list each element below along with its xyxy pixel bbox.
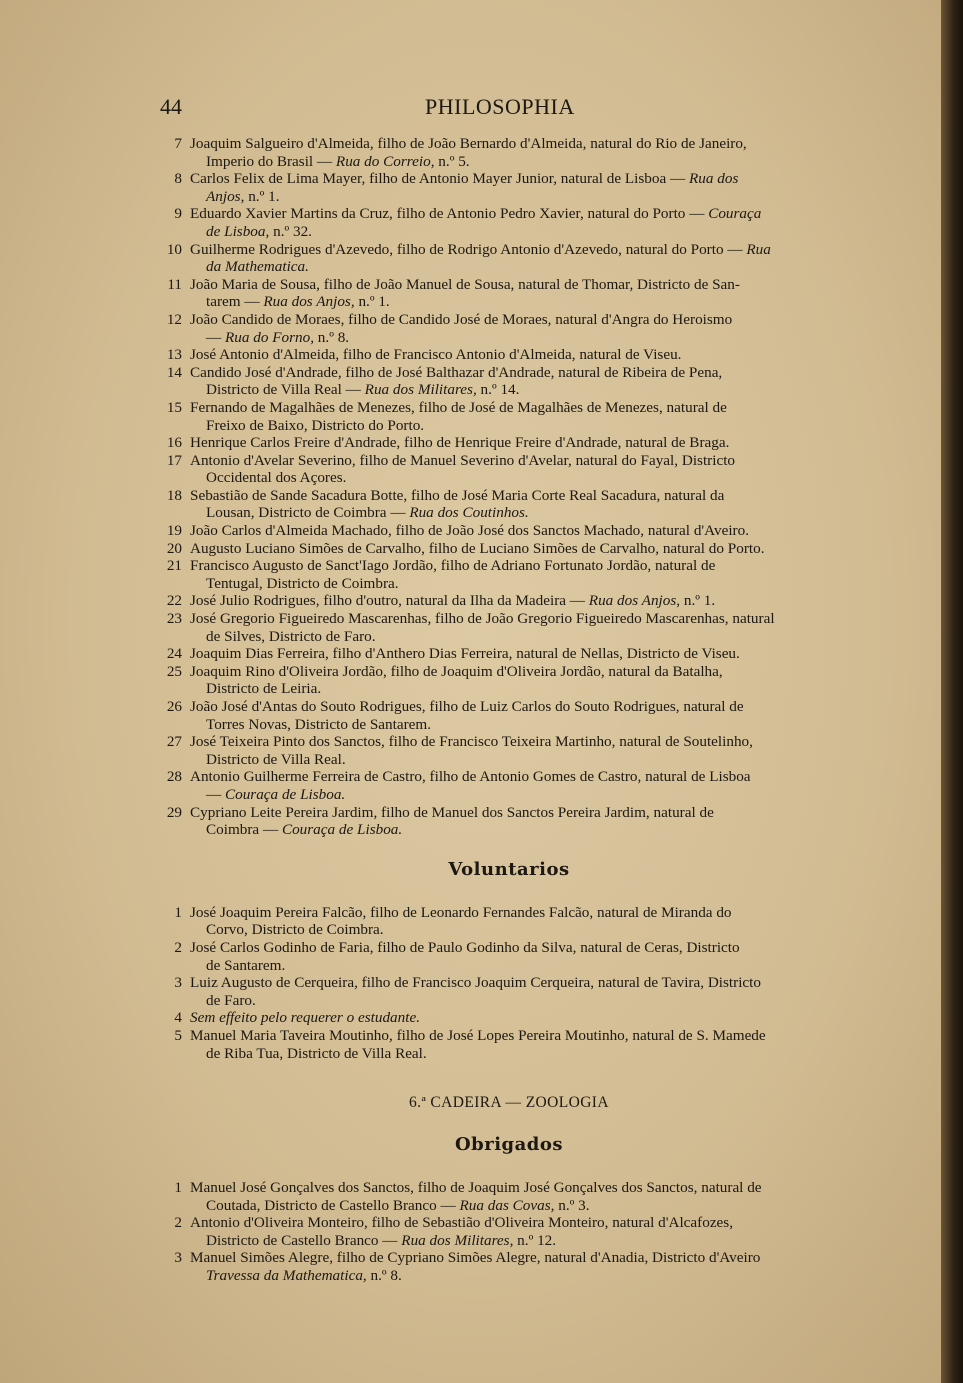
entry-text [190,452,858,487]
entry-number-line-2: n.º 3. [554,1196,590,1214]
entry-text-line-1: Fernando de Magalhães de Menezes, filho de José de Magalhães de Menezes, natural de [190,398,727,416]
entry-address-line-1: Rua dos Anjos, [588,592,681,610]
entry-line-2 [190,1267,858,1285]
entry-line-1 [190,540,858,558]
entry-text-line-1: Francisco Augusto de Sanct'Iago Jordão, filho de Adriano Fortunato Jordão, natural de [190,557,716,575]
entry-text [190,434,858,452]
entry-text [190,592,858,610]
entry-text [190,557,858,592]
entry-number: 4 [174,1009,182,1027]
entry-text-line-2: de Faro. [206,991,256,1009]
entry-line-1 [190,205,858,223]
entry-text [190,645,858,663]
entry-text-line-2: Districto de Villa Real — [206,381,365,399]
entry-number-line-2: n.º 5. [434,152,470,170]
entry-text-line-1: Joaquim Rino d'Oliveira Jordão, filho de Joaquim d'Oliveira Jordão, natural da Batalha, [190,662,723,680]
list-entry [160,346,858,364]
entry-line-1 [190,768,858,786]
entry-number: 14 [166,363,182,381]
entry-line-2 [190,992,858,1010]
list-entry [160,311,858,346]
entry-number: 2 [174,938,182,956]
entry-text-line-2: Lousan, Districto de Coimbra — [206,504,410,522]
list-entry [160,1179,858,1214]
entry-line-1 [190,311,858,329]
entry-number: 3 [174,974,182,992]
entry-text-line-1: José Gregorio Figueiredo Mascarenhas, filho de João Gregorio Figueiredo Mascarenhas, natural [190,610,775,628]
entry-number: 9 [174,205,182,223]
entry-number: 8 [174,170,182,188]
entry-number: 17 [166,451,182,469]
list-entry [160,557,858,592]
entry-number: 7 [174,135,182,152]
entry-line-1 [190,364,858,382]
list-entry [160,276,858,311]
entry-text [190,135,858,170]
entry-text-line-1: Carlos Felix de Lima Mayer, filho de Antonio Mayer Junior, natural de Lisboa — [190,170,690,188]
list-entry [160,592,858,610]
entry-text-line-1: José Carlos Godinho de Faria, filho de Paulo Godinho da Silva, natural de Ceras, Districto [190,938,740,956]
list-entry [160,904,858,939]
entry-line-2 [190,293,858,311]
list-entry [160,768,858,803]
entry-line-1 [190,645,858,663]
entry-number: 12 [166,310,182,328]
entry-text-line-2: Freixo de Baixo, Districto do Porto. [206,416,425,434]
entry-number-line-2: n.º 32. [269,222,312,240]
entry-number: 20 [166,539,182,557]
page-number: 44 [160,94,182,119]
entry-number: 3 [174,1249,182,1267]
entry-text [190,1214,858,1249]
entry-text-line-2: tarem — [206,293,264,311]
entry-text-line-1: Augusto Luciano Simões de Carvalho, filho de Luciano Simões de Carvalho, natural do Porto. [190,539,765,557]
entry-line-2 [190,1045,858,1063]
entry-line-2 [190,821,858,839]
entry-address-line-2: Rua dos Anjos, [263,293,355,311]
entry-line-2 [190,153,858,171]
entry-text-line-1: Guilherme Rodrigues d'Azevedo, filho de Rodrigo Antonio d'Azevedo, natural do Porto — [190,240,747,258]
entry-line-1 [190,904,858,922]
list-entry [160,399,858,434]
entry-line-1 [190,610,858,628]
entry-line-2 [190,504,858,522]
entry-line-1 [190,804,858,822]
entry-text-line-1: Luiz Augusto de Cerqueira, filho de Francisco Joaquim Cerqueira, natural de Tavira, Districto [190,974,761,992]
entry-number: 16 [166,434,182,452]
entry-text-line-1: Joaquim Salgueiro d'Almeida, filho de João Bernardo d'Almeida, natural do Rio de Janeiro, [190,135,747,152]
entry-text [190,1027,858,1062]
list-entry [160,1009,858,1027]
entry-line-1 [190,399,858,417]
entry-line-2 [190,1197,858,1215]
entry-line-2 [190,957,858,975]
entry-address-line-1: Couraça [708,205,762,223]
entry-line-1 [190,346,858,364]
entry-text [190,1179,858,1214]
entry-address-line-1: Sem effeito pelo requerer o estudante. [190,1009,420,1027]
entry-number-line-2: n.º 1. [244,187,280,205]
entry-text [190,904,858,939]
entry-text [190,276,858,311]
entry-number: 18 [166,486,182,504]
entry-line-1 [190,592,858,610]
list-entry [160,170,858,205]
entry-number: 1 [174,903,182,921]
entry-number-line-2: n.º 8. [366,1267,402,1285]
entry-line-2 [190,469,858,487]
entry-text-line-1: Cypriano Leite Pereira Jardim, filho de Manuel dos Sanctos Pereira Jardim, natural de [190,803,714,821]
entry-text-line-1: José Antonio d'Almeida, filho de Francisco Antonio d'Almeida, natural de Viseu. [190,346,682,364]
entry-text [190,663,858,698]
entry-address-line-2: Couraça de Lisboa. [224,785,346,803]
list-entry [160,733,858,768]
entry-number: 29 [166,803,182,821]
section-heading-voluntarios: Voluntarios [448,858,570,880]
entry-text-line-1: Manuel Maria Taveira Moutinho, filho de José Lopes Pereira Moutinho, natural de S. Mamede [190,1026,766,1044]
entry-number: 21 [166,557,182,575]
entry-address-line-2: de Lisboa, [206,222,270,240]
entry-text-line-2: Tentugal, Districto de Coimbra. [206,574,399,592]
list-entry [160,434,858,452]
entry-address-line-2: Rua dos Coutinhos. [409,504,529,522]
entry-number: 19 [166,522,182,540]
entry-address-line-1: Rua dos [689,170,739,188]
entry-line-1 [190,135,858,153]
entry-number: 5 [174,1026,182,1044]
entry-text [190,974,858,1009]
entry-line-2 [190,921,858,939]
entry-text-line-2: Corvo, Districto de Coimbra. [206,921,384,939]
entry-text [190,1249,858,1284]
entry-number: 2 [174,1214,182,1232]
entry-text-line-2: Imperio do Brasil — [206,152,336,170]
entry-number-line-2: n.º 1. [354,293,390,311]
entry-line-1 [190,663,858,681]
entry-number: 1 [174,1179,182,1197]
entry-number: 10 [166,240,182,258]
entry-line-2 [190,1232,858,1250]
entry-address-line-1: Rua [746,240,771,258]
entry-line-2 [190,786,858,804]
entry-number: 15 [166,398,182,416]
entry-number-line-2: n.º 12. [513,1231,557,1249]
entry-text-line-2: Districto de Villa Real. [206,750,346,768]
entry-text-line-1: João Maria de Sousa, filho de João Manuel de Sousa, natural de Thomar, Districto de San- [190,275,740,293]
entry-text-line-1: Antonio d'Avelar Severino, filho de Manuel Severino d'Avelar, natural do Fayal, Districto [190,451,736,469]
entry-address-line-2: da Mathematica. [206,258,309,276]
entry-line-1 [190,522,858,540]
entry-number: 25 [166,662,182,680]
entry-line-1 [190,170,858,188]
entry-text [190,346,858,364]
entry-text-line-1: Antonio d'Oliveira Monteiro, filho de Sebastião d'Oliveira Monteiro, natural d'Alcafozes, [190,1214,734,1232]
entry-text-line-2: de Santarem. [206,956,286,974]
entry-text-line-2: — [206,328,225,346]
entry-line-1 [190,1214,858,1232]
entry-number: 23 [166,610,182,628]
entry-line-1 [190,276,858,294]
entry-text [190,610,858,645]
entry-line-1 [190,1009,858,1027]
entry-address-line-2: Rua das Covas, [459,1196,555,1214]
student-list-voluntarios [160,904,858,1062]
book-spine [941,0,963,1383]
entry-line-2 [190,381,858,399]
list-entry [160,698,858,733]
entry-text [190,698,858,733]
section-heading-obrigados: Obrigados [454,1134,564,1156]
entry-text-line-2: Districto de Leiria. [206,680,322,698]
entry-number: 13 [166,346,182,364]
entry-text [190,241,858,276]
entry-text-line-1: Eduardo Xavier Martins da Cruz, filho de Antonio Pedro Xavier, natural do Porto — [190,205,709,223]
entry-text-line-1: José Teixeira Pinto dos Sanctos, filho de Francisco Teixeira Martinho, natural de Soutelinho, [190,733,753,751]
entry-text-line-1: João Candido de Moraes, filho de Candido José de Moraes, natural d'Angra do Heroismo [190,310,733,328]
entry-text [190,522,858,540]
entry-line-1 [190,452,858,470]
list-entry [160,1027,858,1062]
entry-address-line-2: Couraça de Lisboa. [281,821,403,839]
entry-line-1 [190,1027,858,1045]
entry-address-line-2: Rua dos Militares, [401,1231,514,1249]
entry-text [190,804,858,839]
list-entry [160,241,858,276]
entry-text-line-2: de Riba Tua, Districto de Villa Real. [206,1044,427,1062]
entry-text-line-1: José Julio Rodrigues, filho d'outro, natural da Ilha da Madeira — [190,592,589,610]
list-entry [160,663,858,698]
entry-number: 28 [166,768,182,786]
entry-text-line-1: José Joaquim Pereira Falcão, filho de Leonardo Fernandes Falcão, natural de Miranda do [190,903,732,921]
entry-line-1 [190,974,858,992]
list-entry [160,522,858,540]
entry-address-line-2: Rua dos Militares, [364,381,477,399]
entry-line-1 [190,733,858,751]
entry-text [190,170,858,205]
entry-number-line-1: n.º 1. [680,592,716,610]
entry-number-line-2: n.º 14. [476,381,520,399]
entry-line-1 [190,939,858,957]
student-list-obrigados [160,1179,858,1285]
entry-text-line-1: Joaquim Dias Ferreira, filho d'Anthero Dias Ferreira, natural de Nellas, Districto de Viseu. [190,645,740,663]
entry-text-line-2: Coimbra — [206,821,282,839]
entry-text [190,939,858,974]
list-entry [160,205,858,240]
entry-number: 24 [166,645,182,663]
entry-line-2 [190,329,858,347]
entry-text-line-2: — [206,785,225,803]
entry-text [190,487,858,522]
list-entry [160,1249,858,1284]
entry-text [190,364,858,399]
entry-line-1 [190,1179,858,1197]
running-title: PHILOSOPHIA [425,94,575,119]
entry-line-1 [190,434,858,452]
entry-text-line-1: Manuel Simões Alegre, filho de Cypriano Simões Alegre, natural d'Anadia, Districto d'Aveiro [190,1249,761,1267]
entry-number: 26 [166,698,182,715]
entry-address-line-2: Rua do Forno, [224,328,314,346]
entry-text-line-1: Manuel José Gonçalves dos Sanctos, filho de Joaquim José Gonçalves dos Sanctos, natural de [190,1179,762,1197]
cadeira-heading: 6.ª CADEIRA — ZOOLOGIA [409,1094,609,1112]
entry-text-line-2: Districto de Castello Branco — [206,1231,402,1249]
page-content [160,135,858,1285]
entry-text [190,399,858,434]
entry-line-1 [190,1249,858,1267]
entry-text-line-1: João José d'Antas do Souto Rodrigues, filho de Luiz Carlos do Souto Rodrigues, natural de [190,698,744,715]
entry-text-line-2: Coutada, Districto de Castello Branco — [206,1196,460,1214]
entry-line-1 [190,698,858,716]
entry-line-1 [190,241,858,259]
list-entry [160,452,858,487]
entry-line-1 [190,487,858,505]
entry-line-2 [190,575,858,593]
entry-line-2 [190,188,858,206]
entry-text-line-2: de Silves, Districto de Faro. [206,627,376,645]
list-entry [160,939,858,974]
entry-number: 27 [166,733,182,751]
entry-address-line-2: Anjos, [206,187,245,205]
entry-line-1 [190,557,858,575]
entry-text-line-1: João Carlos d'Almeida Machado, filho de João José dos Sanctos Machado, natural d'Aveiro. [190,522,749,540]
entry-text-line-1: Candido José d'Andrade, filho de José Balthazar d'Andrade, natural de Ribeira de Pena, [190,363,723,381]
list-entry [160,804,858,839]
entry-text [190,768,858,803]
list-entry [160,610,858,645]
student-list-philosophia [160,135,858,839]
list-entry [160,364,858,399]
entry-number-line-2: n.º 8. [314,328,350,346]
entry-text [190,311,858,346]
entry-line-2 [190,223,858,241]
list-entry [160,135,858,170]
list-entry [160,487,858,522]
list-entry [160,645,858,663]
entry-line-2 [190,751,858,769]
entry-address-line-2: Travessa da Mathematica, [206,1267,367,1285]
entry-line-2 [190,417,858,435]
entry-line-2 [190,716,858,734]
entry-text [190,205,858,240]
entry-text-line-1: Sebastião de Sande Sacadura Botte, filho de José Maria Corte Real Sacadura, natural da [190,486,725,504]
list-entry [160,1214,858,1249]
entry-address-line-2: Rua do Correio, [335,152,435,170]
entry-text [190,733,858,768]
entry-text-line-1: Henrique Carlos Freire d'Andrade, filho de Henrique Freire d'Andrade, natural de Braga. [190,434,730,452]
entry-text-line-1: Antonio Guilherme Ferreira de Castro, filho de Antonio Gomes de Castro, natural de Lisboa [190,768,751,786]
entry-text-line-2: Torres Novas, Districto de Santarem. [206,715,432,733]
page-header [160,94,860,124]
entry-line-2 [190,258,858,276]
entry-text [190,1009,858,1027]
entry-line-2 [190,680,858,698]
list-entry [160,974,858,1009]
entry-text-line-2: Occidental dos Açores. [206,469,347,487]
entry-number: 11 [167,275,182,293]
entry-line-2 [190,628,858,646]
entry-number: 22 [166,592,182,610]
entry-text [190,540,858,558]
list-entry [160,540,858,558]
